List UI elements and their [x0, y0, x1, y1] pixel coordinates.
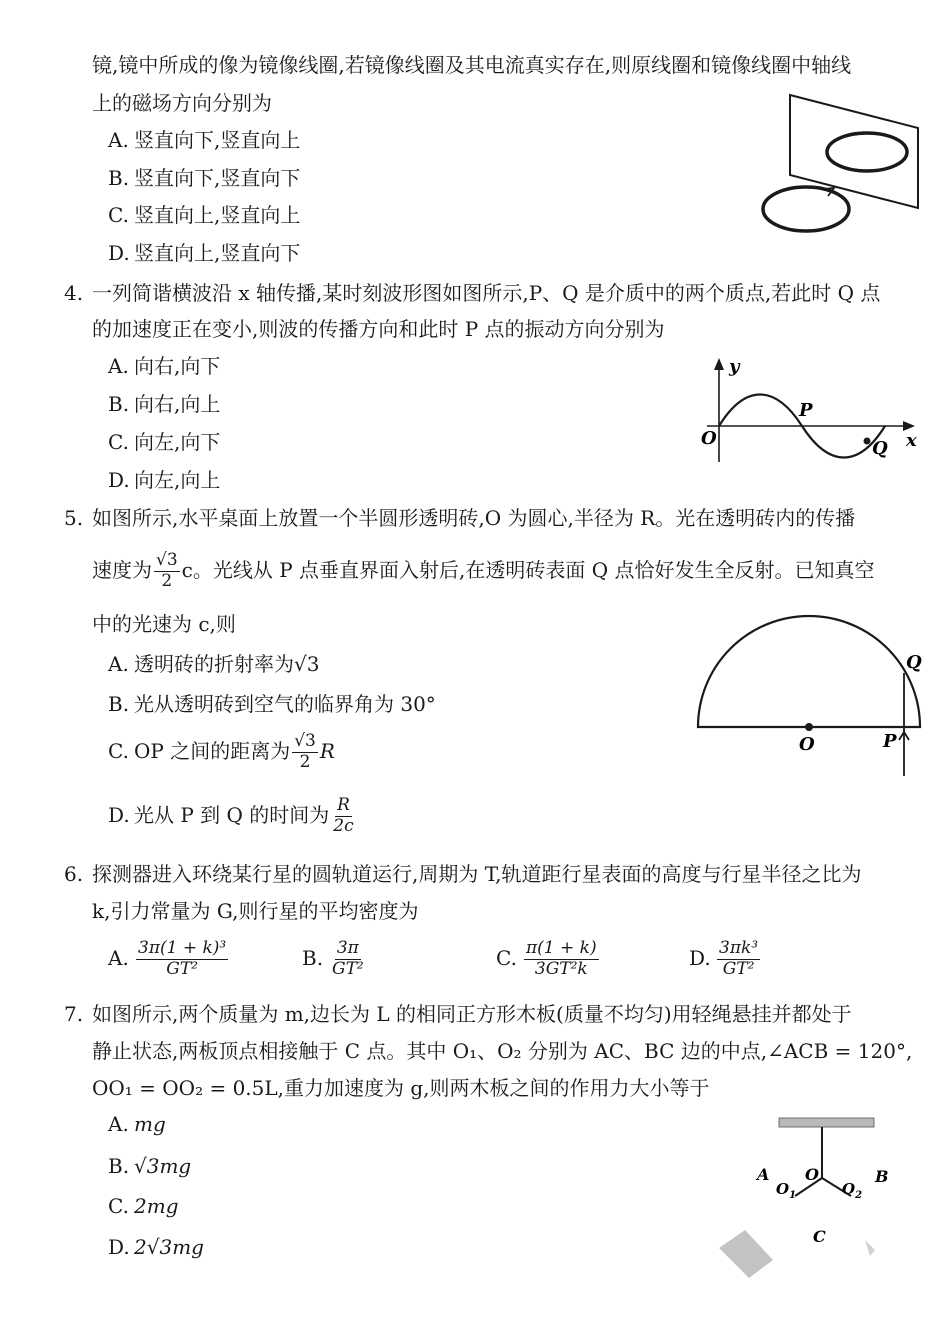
q4-option-a[interactable]: A. 向右,向下	[108, 354, 221, 378]
q4-stem-line2: 的加速度正在变小,则波的传播方向和此时 P 点的振动方向分别为	[92, 317, 665, 341]
label-o2: $O_2$	[842, 1180, 863, 1201]
x-axis-label: x	[906, 430, 917, 451]
q6-option-a[interactable]: A. $\frac{\text{3π(1 + k)³}}{\text{GT²}}$	[108, 938, 227, 979]
origin-label: O	[701, 428, 717, 449]
q5-option-a[interactable]: A. 透明砖的折射率为√3	[108, 652, 320, 676]
q7-option-a[interactable]: A. mg	[108, 1112, 166, 1136]
hanging-boards-figure	[715, 1110, 935, 1290]
q5-stem-line1: 如图所示,水平桌面上放置一个半圆形透明砖,O 为圆心,半径为 R。光在透明砖内的传播	[92, 506, 856, 530]
q3-stem-line2: 上的磁场方向分别为	[92, 91, 272, 115]
q3-option-a[interactable]: A. 竖直向下,竖直向上	[108, 128, 301, 152]
label-a: A	[757, 1165, 770, 1184]
q6-option-d[interactable]: D. $\frac{\text{3πk³}}{\text{GT²}}$	[689, 938, 759, 979]
q4-number: 4.	[64, 281, 84, 305]
q4-option-c[interactable]: C. 向左,向下	[108, 430, 221, 454]
y-axis-arrow-icon	[714, 358, 724, 370]
wave-figure	[695, 350, 935, 470]
mirror-coil-figure	[740, 90, 940, 250]
point-p-label: P	[799, 400, 813, 421]
semicircle-figure	[690, 590, 940, 790]
q4-option-d[interactable]: D. 向左,向上	[108, 468, 221, 492]
center-dot	[805, 723, 813, 731]
q3-option-d[interactable]: D. 竖直向上,竖直向下	[108, 241, 301, 265]
point-q-dot	[864, 438, 871, 445]
q3-option-c[interactable]: C. 竖直向上,竖直向上	[108, 203, 301, 227]
q4-stem-line1: 一列简谐横波沿 x 轴传播,某时刻波形图如图所示,P、Q 是介质中的两个质点,若此时 Q 点	[92, 281, 881, 305]
label-b: B	[875, 1167, 889, 1186]
point-q-label: Q	[872, 438, 888, 459]
q5-option-b[interactable]: B. 光从透明砖到空气的临界角为 30°	[108, 692, 436, 716]
q6-stem-line1: 探测器进入环绕某行星的圆轨道运行,周期为 T,轨道距行星表面的高度与行星半径之比为	[92, 862, 862, 886]
q6-number: 6.	[64, 862, 84, 886]
label-o: O	[805, 1165, 819, 1184]
q7-option-b[interactable]: B. √3mg	[108, 1154, 192, 1178]
original-coil	[763, 187, 849, 231]
q7-stem-line2: 静止状态,两板顶点相接触于 C 点。其中 O₁、O₂ 分别为 AC、BC 边的中点,∠ACB = 120°,	[92, 1039, 913, 1063]
q5-number: 5.	[64, 506, 84, 530]
label-c: C	[813, 1227, 826, 1246]
point-q-label: Q	[906, 652, 922, 673]
q7-stem-line3: OO₁ = OO₂ = 0.5L,重力加速度为 g,则两木板之间的作用力大小等于	[92, 1076, 710, 1100]
q3-option-b[interactable]: B. 竖直向下,竖直向下	[108, 166, 301, 190]
q7-stem-line1: 如图所示,两个质量为 m,边长为 L 的相同正方形木板(质量不均匀)用轻绳悬挂并都处于	[92, 1002, 852, 1026]
point-p-label: P	[883, 731, 897, 752]
semicircle-brick	[698, 616, 920, 727]
q3-stem-line1: 镜,镜中所成的像为镜像线圈,若镜像线圈及其电流真实存在,则原线圈和镜像线圈中轴线	[92, 53, 852, 77]
q6-stem-line2: k,引力常量为 G,则行星的平均密度为	[92, 899, 419, 923]
q7-option-c[interactable]: C. 2mg	[108, 1194, 179, 1218]
center-label: O	[799, 734, 815, 755]
ceiling	[779, 1118, 874, 1127]
mirror-image-coil	[827, 133, 907, 171]
y-axis-label: y	[729, 356, 740, 377]
mirror-plane	[790, 95, 918, 208]
label-o1: $O_1$	[776, 1180, 797, 1201]
q7-number: 7.	[64, 1002, 84, 1026]
right-board-shadow	[865, 1240, 875, 1256]
q5-stem-line3: 中的光速为 c,则	[92, 612, 236, 636]
q7-option-d[interactable]: D. 2√3mg	[108, 1235, 204, 1259]
q6-option-c[interactable]: C. $\frac{\pi(1 + k)}{\text{3GT²k}}$	[496, 938, 597, 979]
q5-option-c[interactable]: C. OP 之间的距离为 $\frac{√3}{2}$ R	[108, 731, 335, 772]
q4-option-b[interactable]: B. 向右,向上	[108, 392, 221, 416]
q5-stem-line2: 速度为 $\frac{√3}{2}$ c。光线从 P 点垂直界面入射后,在透明砖表面 Q 点恰好发生全反射。已知真空	[92, 550, 875, 591]
q5-option-d[interactable]: D. 光从 P 到 Q 的时间为 $\frac{R}{2c}$	[108, 795, 354, 836]
left-board-shadow	[719, 1230, 773, 1278]
q6-option-b[interactable]: B. $\frac{3\pi}{\text{GT²}}$	[302, 938, 364, 979]
